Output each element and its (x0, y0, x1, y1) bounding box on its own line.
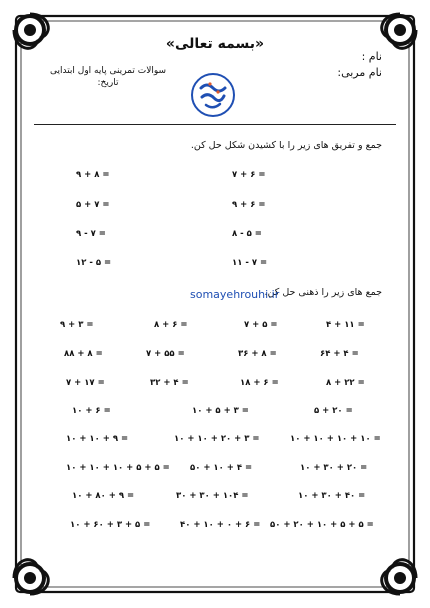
equation: ۱۸ + ۶ = (240, 378, 279, 388)
equation: ۱۰ + ۶۰ + ۳ + ۵ = (70, 520, 151, 530)
equation: ۴ + ۱۱ = (326, 320, 365, 330)
equation: ۸ + ۶ = (154, 320, 188, 330)
equation: ۷ + ۱۷ = (66, 378, 105, 388)
equation: ۱۰ + ۸۰ + ۹ = (72, 491, 135, 501)
equation: ۱۱ - ۷ = (232, 258, 268, 268)
somaye-rouhi-logo-icon (190, 72, 236, 118)
equation: ۶۴ + ۴ = (320, 349, 359, 359)
equation: ۱۲ - ۵ = (76, 258, 112, 268)
equation: ۱۰ + ۵ + ۳ = (192, 406, 249, 416)
equation: ۹ - ۷ = (76, 229, 106, 239)
equation: ۳۶ + ۸ = (238, 349, 277, 359)
equation: ۸ + ۲۲ = (326, 378, 365, 388)
equation: ۷ + ۵۵ = (146, 349, 185, 359)
equation: ۵۰ + ۲۰ + ۱۰ + ۵ + ۵ = (270, 520, 374, 530)
equation: ۳۰ + ۳۰ + ۱۰۴ = (176, 491, 249, 501)
header-divider (34, 124, 396, 125)
name-label: نام : (361, 50, 382, 63)
equation: ۱۰ + ۱۰ + ۲۰ + ۳ = (174, 434, 260, 444)
equation: ۷ + ۵ = (244, 320, 278, 330)
page-title: «بسمه تعالی» (165, 36, 265, 52)
watermark-url: somayehrouhi.ir (190, 288, 280, 301)
equation: ۱۰ + ۱۰ + ۱۰ + ۱۰ = (290, 434, 381, 444)
equation: ۹ + ۶ = (232, 200, 266, 210)
equation: ۱۰ + ۱۰ + ۱۰ + ۵ + ۵ = (66, 463, 170, 473)
equation: ۱۰ + ۱۰ + ۹ = (66, 434, 129, 444)
equation: ۵ + ۷ = (76, 200, 110, 210)
equation: ۸ - ۵ = (232, 229, 262, 239)
equation: ۱۰ + ۳۰ + ۴۰ = (298, 491, 366, 501)
equation: ۷ + ۶ = (232, 170, 266, 180)
equation: ۱۰ + ۶ = (72, 406, 111, 416)
equation: ۵۰ + ۱۰ + ۴ = (190, 463, 253, 473)
worksheet-title: سوالات تمرینی پایه اول ابتدایی (49, 66, 167, 76)
equation: ۸۸ + ۸ = (64, 349, 103, 359)
section2-instruction: جمع های زیر را ذهنی حل کن. (264, 287, 382, 298)
equation: ۱۰ + ۳۰ + ۲۰ = (300, 463, 368, 473)
equation: ۳۲ + ۴ = (150, 378, 189, 388)
equation: ۴۰ + ۱۰ + ۰ + ۶ = (180, 520, 261, 530)
date-label: تاریخ: (97, 78, 119, 88)
teacher-label: نام مربی: (337, 66, 382, 79)
equation: ۵ + ۲۰ = (314, 406, 353, 416)
section1-instruction: جمع و تفریق های زیر را با کشیدن شکل حل کن. (190, 140, 382, 151)
equation: ۹ + ۳ = (60, 320, 94, 330)
equation: ۹ + ۸ = (76, 170, 110, 180)
